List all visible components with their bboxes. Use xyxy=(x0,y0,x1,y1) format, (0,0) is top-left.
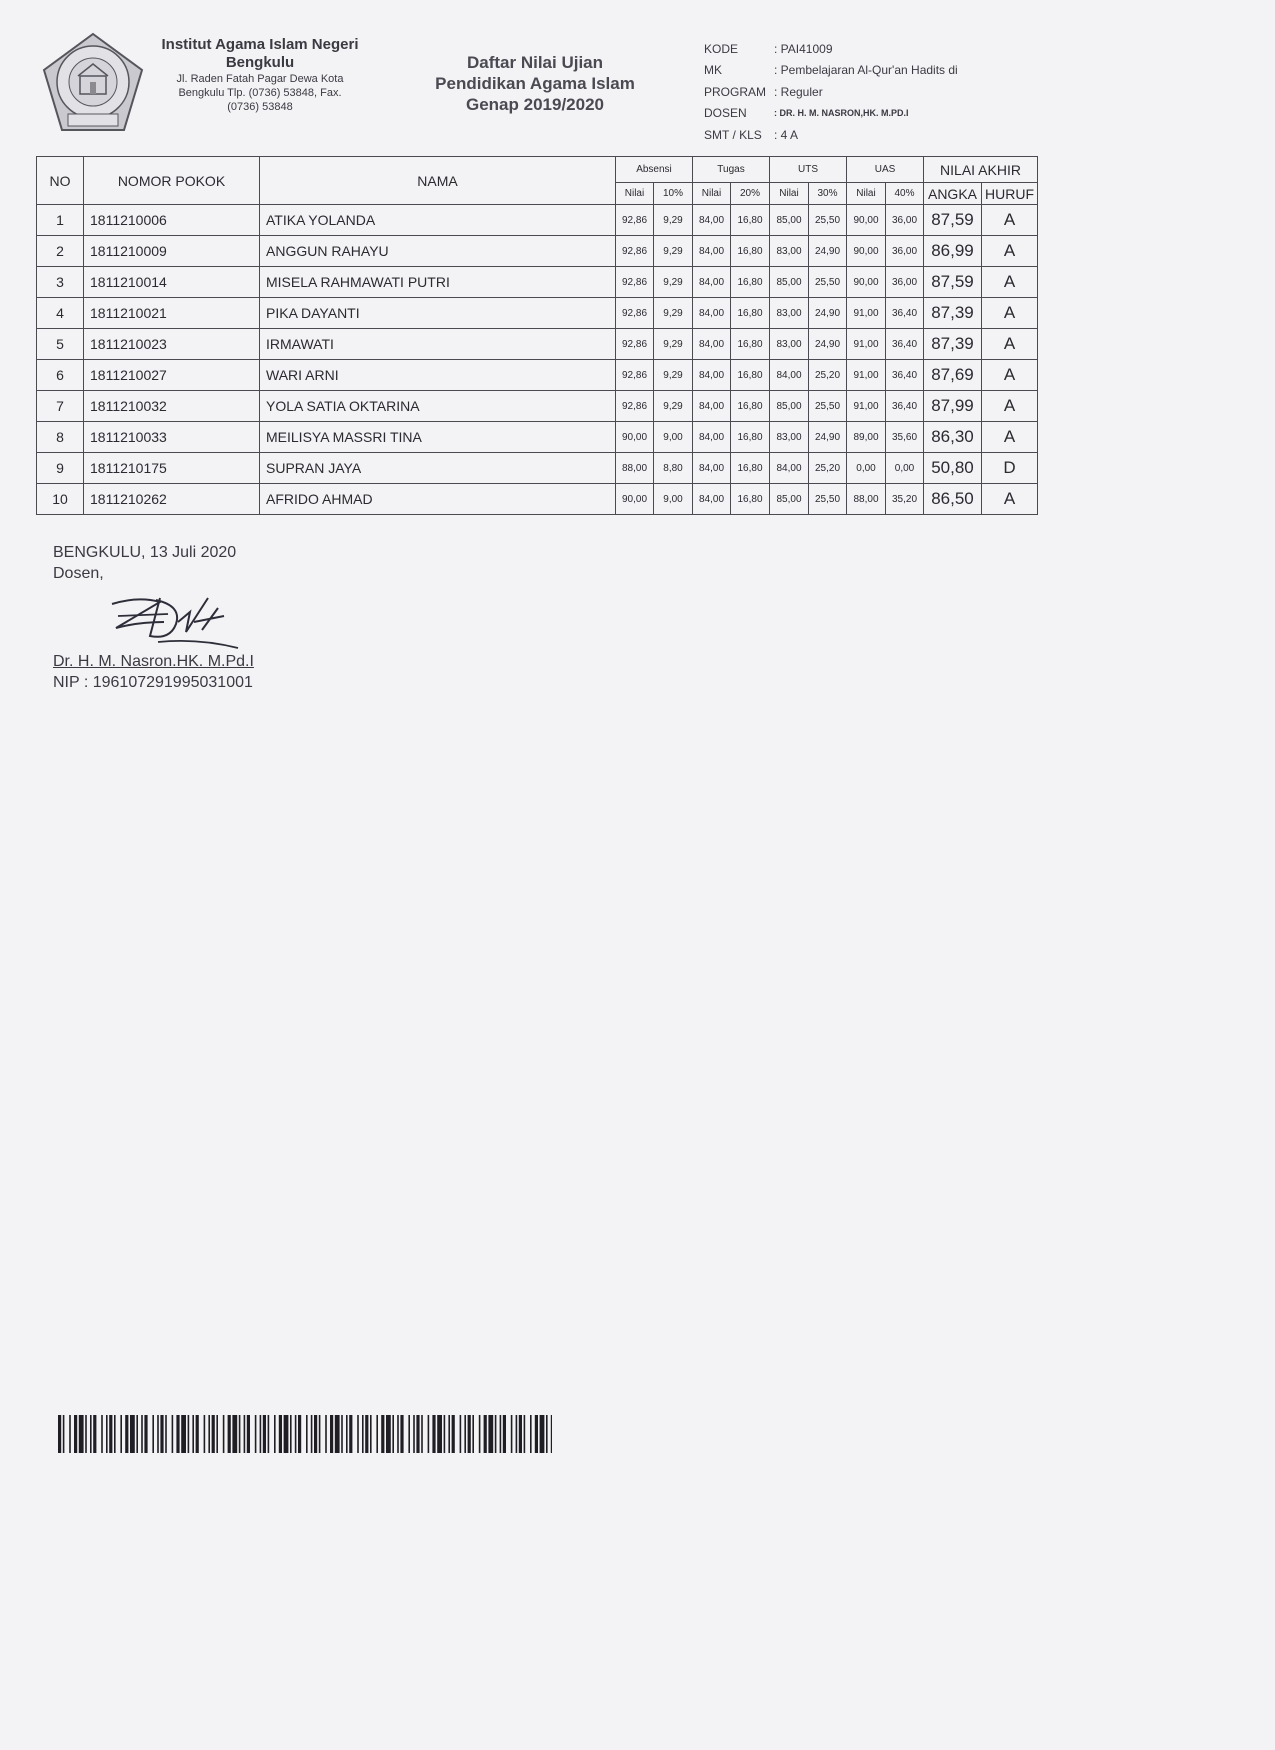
barcode-bar xyxy=(101,1415,103,1453)
signer-role: Dosen, xyxy=(53,565,104,582)
meta-key: SMT / KLS xyxy=(704,127,762,142)
barcode-bar xyxy=(260,1415,262,1453)
header-nomor-pokok: NOMOR POKOK xyxy=(84,157,260,205)
barcode xyxy=(58,1415,552,1453)
institution-header xyxy=(150,36,370,114)
barcode-bar xyxy=(144,1415,147,1453)
header-uas: UAS xyxy=(847,157,924,183)
table-row xyxy=(37,391,1038,422)
cell-absensi-pct: 9,29 xyxy=(654,267,693,298)
cell-uas-nilai: 91,00 xyxy=(847,391,886,422)
cell-uts-pct: 25,50 xyxy=(809,391,847,422)
barcode-bar xyxy=(365,1415,368,1453)
cell-nomor-pokok: 1811210027 xyxy=(84,360,260,391)
barcode-bar xyxy=(176,1415,179,1453)
cell-huruf: A xyxy=(982,360,1038,391)
header-uts: UTS xyxy=(770,157,847,183)
cell-uts-nilai: 83,00 xyxy=(770,329,809,360)
cell-huruf: A xyxy=(982,267,1038,298)
institution-name: Institut Agama Islam Negeri xyxy=(161,36,359,53)
cell-uas-nilai: 91,00 xyxy=(847,329,886,360)
cell-uas-nilai: 90,00 xyxy=(847,236,886,267)
header-uas-pct: 40% xyxy=(886,183,924,205)
institution-logo xyxy=(38,30,148,140)
cell-nama: YOLA SATIA OKTARINA xyxy=(260,391,616,422)
barcode-bar xyxy=(416,1415,419,1453)
cell-nama: MISELA RAHMAWATI PUTRI xyxy=(260,267,616,298)
cell-nama: AFRIDO AHMAD xyxy=(260,484,616,515)
cell-absensi-pct: 9,29 xyxy=(654,329,693,360)
barcode-bar xyxy=(484,1415,487,1453)
table-row xyxy=(37,360,1038,391)
barcode-bar xyxy=(188,1415,190,1453)
table-row xyxy=(37,298,1038,329)
barcode-bar xyxy=(58,1415,61,1453)
cell-tugas-pct: 16,80 xyxy=(731,329,770,360)
barcode-bar xyxy=(232,1415,237,1453)
barcode-bar xyxy=(437,1415,442,1453)
cell-uas-pct: 35,20 xyxy=(886,484,924,515)
barcode-bar xyxy=(370,1415,372,1453)
cell-tugas-pct: 16,80 xyxy=(731,422,770,453)
barcode-bar xyxy=(311,1415,313,1453)
barcode-bar xyxy=(392,1415,394,1453)
cell-uts-nilai: 84,00 xyxy=(770,453,809,484)
table-row xyxy=(37,453,1038,484)
place-date: BENGKULU, 13 Juli 2020 xyxy=(53,544,237,561)
cell-uts-nilai: 84,00 xyxy=(770,360,809,391)
meta-row-dosen xyxy=(704,103,958,125)
barcode-bar xyxy=(516,1415,518,1453)
barcode-bar xyxy=(551,1415,552,1453)
cell-tugas-pct: 16,80 xyxy=(731,484,770,515)
barcode-bar xyxy=(452,1415,455,1453)
table-row xyxy=(37,236,1038,267)
cell-absensi-pct: 9,29 xyxy=(654,298,693,329)
barcode-bar xyxy=(330,1415,333,1453)
barcode-bar xyxy=(136,1415,138,1453)
signer-block xyxy=(53,651,254,693)
barcode-bar xyxy=(511,1415,513,1453)
barcode-bar xyxy=(298,1415,301,1453)
cell-no: 1 xyxy=(37,205,84,236)
header-angka: ANGKA xyxy=(924,183,982,205)
barcode-bar xyxy=(114,1415,116,1453)
cell-tugas-nilai: 84,00 xyxy=(693,360,731,391)
cell-uts-nilai: 85,00 xyxy=(770,391,809,422)
cell-tugas-pct: 16,80 xyxy=(731,267,770,298)
barcode-bar xyxy=(460,1415,462,1453)
barcode-bar xyxy=(130,1415,135,1453)
cell-absensi-pct: 9,00 xyxy=(654,484,693,515)
cell-no: 7 xyxy=(37,391,84,422)
cell-uas-nilai: 90,00 xyxy=(847,267,886,298)
cell-uts-pct: 24,90 xyxy=(809,298,847,329)
barcode-bar xyxy=(503,1415,506,1453)
barcode-bar xyxy=(432,1415,435,1453)
cell-nama: ATIKA YOLANDA xyxy=(260,205,616,236)
barcode-bar xyxy=(172,1415,174,1453)
cell-uas-nilai: 88,00 xyxy=(847,484,886,515)
barcode-bar xyxy=(239,1415,241,1453)
cell-absensi-pct: 9,29 xyxy=(654,360,693,391)
meta-row-kode xyxy=(704,38,958,60)
barcode-bar xyxy=(268,1415,270,1453)
barcode-bar xyxy=(495,1415,497,1453)
cell-angka: 87,39 xyxy=(924,298,982,329)
cell-nomor-pokok: 1811210021 xyxy=(84,298,260,329)
meta-row-smt-kls xyxy=(704,124,958,146)
barcode-bar xyxy=(295,1415,297,1453)
cell-nomor-pokok: 1811210262 xyxy=(84,484,260,515)
cell-nama: MEILISYA MASSRI TINA xyxy=(260,422,616,453)
barcode-bar xyxy=(386,1415,391,1453)
cell-absensi-pct: 9,29 xyxy=(654,205,693,236)
header-tugas-pct: 20% xyxy=(731,183,770,205)
barcode-bar xyxy=(530,1415,532,1453)
barcode-bar xyxy=(325,1415,327,1453)
barcode-bar xyxy=(212,1415,215,1453)
barcode-bar xyxy=(141,1415,143,1453)
cell-uas-pct: 36,40 xyxy=(886,298,924,329)
meta-key: PROGRAM xyxy=(704,84,767,99)
barcode-bar xyxy=(208,1415,210,1453)
cell-uts-nilai: 83,00 xyxy=(770,422,809,453)
cell-absensi-nilai: 92,86 xyxy=(616,236,654,267)
cell-huruf: A xyxy=(982,391,1038,422)
cell-uts-pct: 25,50 xyxy=(809,205,847,236)
cell-absensi-nilai: 92,86 xyxy=(616,329,654,360)
cell-no: 4 xyxy=(37,298,84,329)
cell-no: 3 xyxy=(37,267,84,298)
cell-uts-pct: 25,50 xyxy=(809,267,847,298)
cell-tugas-nilai: 84,00 xyxy=(693,236,731,267)
cell-uas-nilai: 0,00 xyxy=(847,453,886,484)
barcode-bar xyxy=(408,1415,410,1453)
barcode-bar xyxy=(106,1415,108,1453)
cell-absensi-nilai: 90,00 xyxy=(616,422,654,453)
header-huruf: HURUF xyxy=(982,183,1038,205)
barcode-bar xyxy=(74,1415,77,1453)
cell-no: 10 xyxy=(37,484,84,515)
cell-uts-pct: 24,90 xyxy=(809,236,847,267)
cell-huruf: A xyxy=(982,484,1038,515)
barcode-bar xyxy=(79,1415,84,1453)
cell-tugas-nilai: 84,00 xyxy=(693,422,731,453)
barcode-bar xyxy=(319,1415,321,1453)
barcode-bar xyxy=(488,1415,493,1453)
cell-angka: 50,80 xyxy=(924,453,982,484)
cell-absensi-nilai: 92,86 xyxy=(616,267,654,298)
cell-nama: WARI ARNI xyxy=(260,360,616,391)
signer-nip: NIP : 196107291995031001 xyxy=(53,674,253,691)
table-row xyxy=(37,422,1038,453)
cell-huruf: A xyxy=(982,205,1038,236)
meta-key: KODE xyxy=(704,41,739,56)
cell-tugas-nilai: 84,00 xyxy=(693,453,731,484)
cell-no: 2 xyxy=(37,236,84,267)
barcode-bar xyxy=(160,1415,163,1453)
cell-angka: 87,99 xyxy=(924,391,982,422)
barcode-bar xyxy=(362,1415,364,1453)
cell-absensi-nilai: 92,86 xyxy=(616,391,654,422)
cell-absensi-nilai: 90,00 xyxy=(616,484,654,515)
meta-row-program xyxy=(704,81,958,103)
meta-value: : 4 A xyxy=(774,127,799,142)
cell-uts-pct: 24,90 xyxy=(809,329,847,360)
barcode-bar xyxy=(263,1415,266,1453)
barcode-bar xyxy=(421,1415,423,1453)
cell-uas-pct: 36,40 xyxy=(886,360,924,391)
cell-tugas-nilai: 84,00 xyxy=(693,267,731,298)
document-title xyxy=(420,52,650,115)
meta-key: DOSEN xyxy=(704,106,747,121)
cell-nomor-pokok: 1811210014 xyxy=(84,267,260,298)
cell-uts-nilai: 83,00 xyxy=(770,236,809,267)
barcode-bar xyxy=(120,1415,122,1453)
cell-uts-pct: 25,20 xyxy=(809,360,847,391)
barcode-bar xyxy=(85,1415,87,1453)
cell-no: 9 xyxy=(37,453,84,484)
barcode-bar xyxy=(540,1415,545,1453)
barcode-bar xyxy=(519,1415,522,1453)
header-tugas: Tugas xyxy=(693,157,770,183)
cell-tugas-pct: 16,80 xyxy=(731,236,770,267)
barcode-bar xyxy=(428,1415,430,1453)
barcode-bar xyxy=(181,1415,186,1453)
barcode-bar xyxy=(413,1415,415,1453)
cell-nomor-pokok: 1811210009 xyxy=(84,236,260,267)
barcode-bar xyxy=(63,1415,65,1453)
title-line-1: Daftar Nilai Ujian xyxy=(466,53,604,72)
institution-address-3: (0736) 53848 xyxy=(227,101,293,113)
barcode-bar xyxy=(255,1415,257,1453)
cell-uas-nilai: 91,00 xyxy=(847,298,886,329)
barcode-bar xyxy=(204,1415,206,1453)
cell-absensi-nilai: 92,86 xyxy=(616,298,654,329)
cell-no: 8 xyxy=(37,422,84,453)
barcode-bar xyxy=(157,1415,159,1453)
cell-uas-nilai: 91,00 xyxy=(847,360,886,391)
meta-row-mk xyxy=(704,60,958,82)
header-absensi: Absensi xyxy=(616,157,693,183)
barcode-bar xyxy=(247,1415,250,1453)
cell-uas-nilai: 90,00 xyxy=(847,205,886,236)
cell-nomor-pokok: 1811210023 xyxy=(84,329,260,360)
barcode-bar xyxy=(444,1415,446,1453)
barcode-bar xyxy=(500,1415,502,1453)
cell-tugas-pct: 16,80 xyxy=(731,391,770,422)
handwritten-signature xyxy=(98,592,248,654)
cell-nomor-pokok: 1811210006 xyxy=(84,205,260,236)
cell-nama: IRMAWATI xyxy=(260,329,616,360)
barcode-bar xyxy=(125,1415,128,1453)
barcode-bar xyxy=(535,1415,538,1453)
title-line-3: Genap 2019/2020 xyxy=(466,95,604,114)
barcode-bar xyxy=(472,1415,474,1453)
cell-uas-nilai: 89,00 xyxy=(847,422,886,453)
cell-angka: 87,69 xyxy=(924,360,982,391)
header-uts-pct: 30% xyxy=(809,183,847,205)
institution-city: Bengkulu xyxy=(225,54,295,71)
table-row xyxy=(37,267,1038,298)
table-row xyxy=(37,205,1038,236)
barcode-bar xyxy=(228,1415,231,1453)
cell-uts-nilai: 85,00 xyxy=(770,484,809,515)
cell-uas-pct: 35,60 xyxy=(886,422,924,453)
header-uts-nilai: Nilai xyxy=(770,183,809,205)
cell-nama: ANGGUN RAHAYU xyxy=(260,236,616,267)
header-abs-nilai: Nilai xyxy=(616,183,654,205)
cell-absensi-pct: 9,29 xyxy=(654,391,693,422)
barcode-bar xyxy=(93,1415,96,1453)
cell-tugas-pct: 16,80 xyxy=(731,453,770,484)
barcode-bar xyxy=(279,1415,282,1453)
signature-block xyxy=(53,542,236,584)
barcode-bar xyxy=(284,1415,289,1453)
table-row xyxy=(37,329,1038,360)
cell-absensi-nilai: 92,86 xyxy=(616,360,654,391)
barcode-bar xyxy=(196,1415,199,1453)
barcode-bar xyxy=(464,1415,466,1453)
cell-uas-pct: 36,40 xyxy=(886,329,924,360)
barcode-bar xyxy=(381,1415,384,1453)
cell-tugas-nilai: 84,00 xyxy=(693,298,731,329)
barcode-bar xyxy=(314,1415,317,1453)
grades-table xyxy=(36,156,1038,515)
table-body xyxy=(37,205,1038,515)
cell-tugas-pct: 16,80 xyxy=(731,298,770,329)
meta-value: : Reguler xyxy=(774,84,823,99)
cell-absensi-pct: 9,00 xyxy=(654,422,693,453)
signer-name: Dr. H. M. Nasron.HK. M.Pd.I xyxy=(53,653,254,670)
barcode-bar xyxy=(306,1415,308,1453)
cell-uts-pct: 25,50 xyxy=(809,484,847,515)
barcode-bar xyxy=(397,1415,399,1453)
cell-angka: 87,39 xyxy=(924,329,982,360)
barcode-bar xyxy=(448,1415,450,1453)
header-uas-nilai: Nilai xyxy=(847,183,886,205)
barcode-bar xyxy=(524,1415,526,1453)
header-tugas-nilai: Nilai xyxy=(693,183,731,205)
cell-nama: PIKA DAYANTI xyxy=(260,298,616,329)
cell-nomor-pokok: 1811210033 xyxy=(84,422,260,453)
cell-absensi-pct: 9,29 xyxy=(654,236,693,267)
table-row xyxy=(37,484,1038,515)
cell-uas-pct: 0,00 xyxy=(886,453,924,484)
barcode-bar xyxy=(468,1415,471,1453)
cell-uas-pct: 36,40 xyxy=(886,391,924,422)
barcode-bar xyxy=(223,1415,225,1453)
cell-uts-nilai: 83,00 xyxy=(770,298,809,329)
barcode-bar xyxy=(274,1415,276,1453)
title-line-2: Pendidikan Agama Islam xyxy=(435,74,635,93)
barcode-bar xyxy=(376,1415,378,1453)
meta-value: : DR. H. M. NASRON,HK. M.PD.I xyxy=(774,108,909,119)
barcode-bar xyxy=(69,1415,71,1453)
cell-tugas-nilai: 84,00 xyxy=(693,391,731,422)
cell-uts-pct: 25,20 xyxy=(809,453,847,484)
barcode-bar xyxy=(192,1415,194,1453)
meta-key: MK xyxy=(704,63,722,78)
barcode-bar xyxy=(152,1415,154,1453)
cell-no: 5 xyxy=(37,329,84,360)
header-nama: NAMA xyxy=(260,157,616,205)
cell-angka: 86,30 xyxy=(924,422,982,453)
cell-nomor-pokok: 1811210175 xyxy=(84,453,260,484)
header-nilai-akhir: NILAI AKHIR xyxy=(924,157,1038,183)
cell-huruf: A xyxy=(982,422,1038,453)
header-no: NO xyxy=(37,157,84,205)
barcode-bar xyxy=(90,1415,92,1453)
cell-angka: 86,50 xyxy=(924,484,982,515)
cell-angka: 87,59 xyxy=(924,267,982,298)
cell-uts-nilai: 85,00 xyxy=(770,267,809,298)
cell-uts-nilai: 85,00 xyxy=(770,205,809,236)
cell-uas-pct: 36,00 xyxy=(886,236,924,267)
barcode-bar xyxy=(165,1415,167,1453)
barcode-bar xyxy=(349,1415,352,1453)
cell-tugas-pct: 16,80 xyxy=(731,360,770,391)
cell-no: 6 xyxy=(37,360,84,391)
cell-huruf: A xyxy=(982,236,1038,267)
cell-uas-pct: 36,00 xyxy=(886,205,924,236)
cell-huruf: A xyxy=(982,298,1038,329)
meta-value: : PAI41009 xyxy=(774,41,833,56)
cell-huruf: A xyxy=(982,329,1038,360)
cell-nomor-pokok: 1811210032 xyxy=(84,391,260,422)
cell-absensi-nilai: 88,00 xyxy=(616,453,654,484)
cell-tugas-nilai: 84,00 xyxy=(693,329,731,360)
institution-address-2: Bengkulu Tlp. (0736) 53848, Fax. xyxy=(178,87,342,99)
cell-tugas-pct: 16,80 xyxy=(731,205,770,236)
barcode-bar xyxy=(109,1415,112,1453)
institution-address-1: Jl. Raden Fatah Pagar Dewa Kota xyxy=(176,73,344,85)
barcode-bar xyxy=(244,1415,246,1453)
barcode-bar xyxy=(346,1415,348,1453)
header-abs-pct: 10% xyxy=(654,183,693,205)
table-header-row-1 xyxy=(37,157,1038,183)
cell-angka: 87,59 xyxy=(924,205,982,236)
cell-uts-pct: 24,90 xyxy=(809,422,847,453)
cell-huruf: D xyxy=(982,453,1038,484)
barcode-bar xyxy=(479,1415,481,1453)
barcode-bar xyxy=(357,1415,359,1453)
cell-nama: SUPRAN JAYA xyxy=(260,453,616,484)
cell-tugas-nilai: 84,00 xyxy=(693,484,731,515)
cell-absensi-nilai: 92,86 xyxy=(616,205,654,236)
cell-uas-pct: 36,00 xyxy=(886,267,924,298)
course-info xyxy=(704,38,958,146)
barcode-bar xyxy=(290,1415,292,1453)
barcode-bar xyxy=(335,1415,340,1453)
cell-tugas-nilai: 84,00 xyxy=(693,205,731,236)
cell-absensi-pct: 8,80 xyxy=(654,453,693,484)
cell-angka: 86,99 xyxy=(924,236,982,267)
barcode-bar xyxy=(546,1415,548,1453)
barcode-bar xyxy=(341,1415,343,1453)
barcode-bar xyxy=(216,1415,218,1453)
barcode-bar xyxy=(400,1415,403,1453)
meta-value: : Pembelajaran Al-Qur'an Hadits di xyxy=(774,63,958,78)
